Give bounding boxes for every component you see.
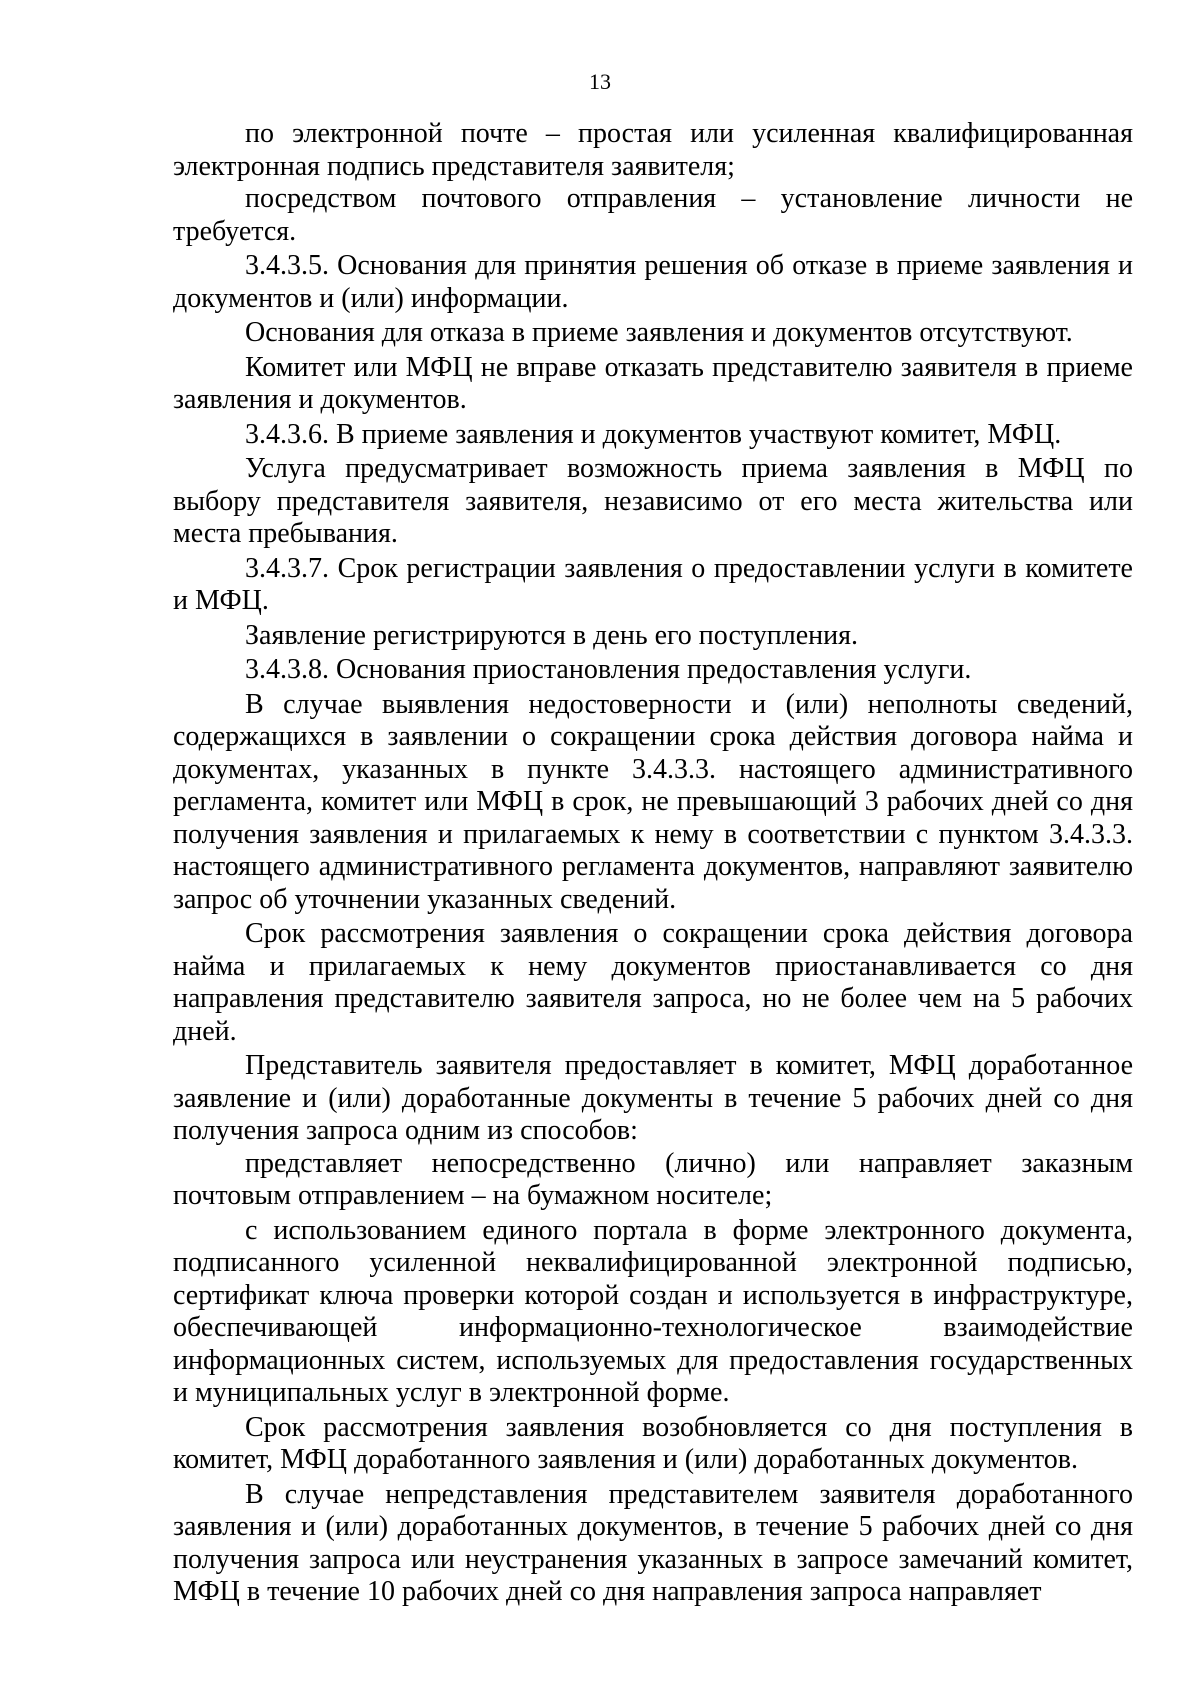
document-body (173, 118, 1133, 1609)
paragraph-registration-day: Заявление регистрируются в день его поступления. (245, 619, 859, 651)
paragraph-no-refusal-grounds: Основания для отказа в приеме заявления и документов отсутствуют. (245, 317, 1073, 348)
paragraph-email-signature: по электронной почте – простая или усиленная квалифицированная электронная подпись представителя заявителя; (173, 118, 1133, 182)
paragraph-3-4-3-7: 3.4.3.7. Срок регистрации заявления о предоставлении услуги в комитете и МФЦ. (173, 552, 1133, 616)
page-number: 13 (589, 69, 611, 94)
paragraph-postal-identification: посредством почтового отправления – установление личности не требуется. (173, 183, 1133, 247)
paragraph-inaccuracy-request: В случае выявления недостоверности и (или) неполноты сведений, содержащихся в заявлении о сокращении срока действия договора найма и документах, указанных в пункте 3.4.3.3. настоящего административного регламента, комитет или МФЦ в срок, не превышающий 3 рабочих дней со дня получения заявления и прилагаемых к нему в соответствии с пунктом 3.4.3.3. настоящего административного регламента документов, направляют заявителю запрос об уточнении указанных сведений. (173, 688, 1133, 915)
paragraph-term-resumes: Срок рассмотрения заявления возобновляется со дня поступления в комитет, МФЦ доработанного заявления и (или) доработанных документов. (173, 1411, 1133, 1475)
paragraph-3-4-3-6: 3.4.3.6. В приеме заявления и документов участвуют комитет, МФЦ. (245, 418, 1062, 450)
paragraph-no-right-to-refuse: Комитет или МФЦ не вправе отказать представителю заявителя в приеме заявления и документов. (173, 351, 1133, 415)
paragraph-revised-submission: Представитель заявителя предоставляет в комитет, МФЦ доработанное заявление и (или) доработанные документы в течение 5 рабочих дней со дня получения запроса одним из способов: (173, 1050, 1133, 1146)
paragraph-3-4-3-8: 3.4.3.8. Основания приостановления предоставления услуги. (245, 654, 972, 685)
paragraph-suspension-term: Срок рассмотрения заявления о сокращении срока действия договора найма и прилагаемых к нему документов приостанавливается со дня направления представителю заявителя запроса, но не более чем на 5 рабочих дней. (173, 918, 1133, 1047)
paragraph-service-mfc-choice: Услуга предусматривает возможность приема заявления в МФЦ по выбору представителя заявителя, независимо от его места жительства или места пребывания. (173, 453, 1133, 549)
paragraph-3-4-3-5: 3.4.3.5. Основания для принятия решения об отказе в приеме заявления и документов и (или) информации. (173, 250, 1133, 314)
paragraph-single-portal: с использованием единого портала в форме электронного документа, подписанного усиленной неквалифицированной электронной подписью, сертификат ключа проверки которой создан и используется в инфраструктуре, обеспечивающей информационно-технологическое взаимодействие информационных систем, используемых для предоставления государственных и муниципальных услуг в электронной форме. (173, 1214, 1133, 1408)
paragraph-in-person-or-mail: представляет непосредственно (лично) или направляет заказным почтовым отправлением – на бумажном носителе; (173, 1147, 1133, 1211)
paragraph-non-submission: В случае непредставления представителем заявителя доработанного заявления и (или) доработанных документов, в течение 5 рабочих дней со дня получения запроса или неустранения указанных в запросе замечаний комитет, МФЦ в течение 10 рабочих дней со дня направления запроса направляет (173, 1478, 1133, 1607)
